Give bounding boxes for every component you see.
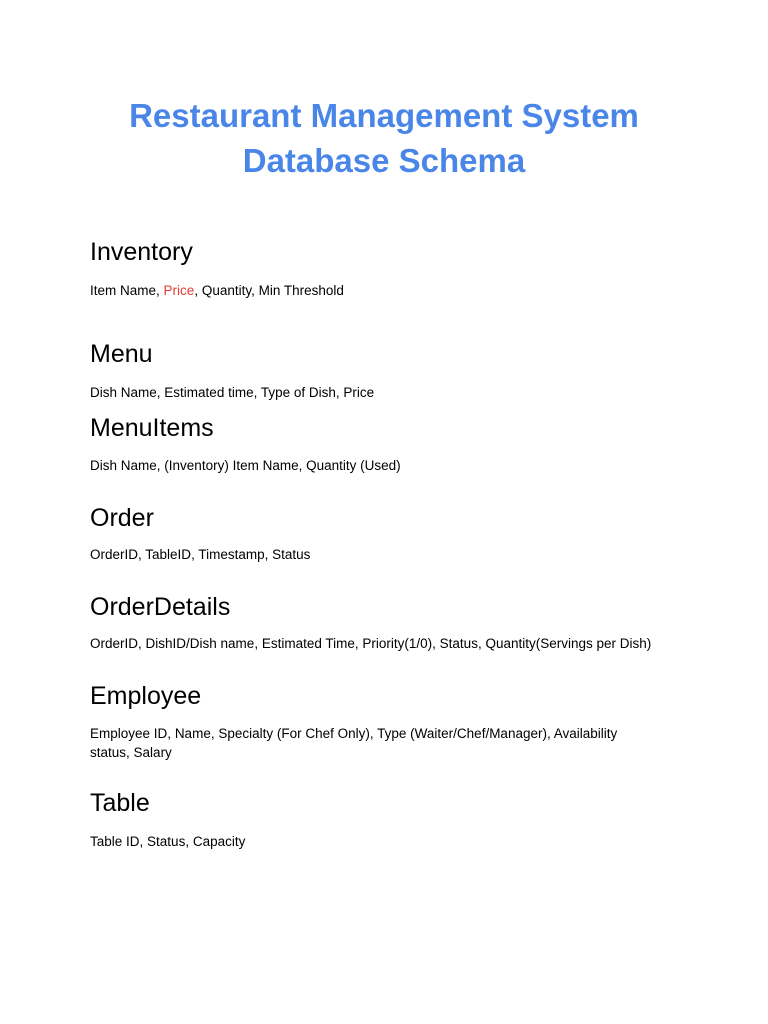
field: Employee ID <box>90 726 168 741</box>
field: Type of Dish <box>260 385 336 400</box>
field: Price <box>343 385 375 400</box>
field: Status <box>272 547 311 562</box>
field: Min Threshold <box>258 283 344 298</box>
field: Quantity(Servings per Dish) <box>485 636 652 651</box>
field: Dish Name <box>90 385 157 400</box>
field: Dish Name <box>90 458 157 473</box>
section-heading-menu: Menu <box>90 340 153 368</box>
field: (Inventory) Item Name <box>164 458 299 473</box>
document-title <box>0 93 768 183</box>
field: OrderID <box>90 636 139 651</box>
field: Name <box>174 726 211 741</box>
field: Quantity (Used) <box>306 458 401 473</box>
field: Type (Waiter/Chef/Manager) <box>377 726 547 741</box>
field: Capacity <box>192 834 246 849</box>
field-highlighted: Price <box>163 283 195 298</box>
field: OrderID <box>90 547 139 562</box>
section-fields-orderdetails: OrderID, DishID/Dish name, Estimated Time, Priority(1/0), Status, Quantity(Servings per Dish) <box>90 636 652 651</box>
section-fields-inventory: Item Name, Price, Quantity, Min Threshold <box>90 283 344 298</box>
field: Item Name <box>90 283 157 298</box>
document-title-line-1: Restaurant Management System <box>129 97 639 134</box>
section-fields-menuitems: Dish Name, (Inventory) Item Name, Quantity (Used) <box>90 458 401 473</box>
field: Timestamp <box>198 547 265 562</box>
section-heading-menuitems: MenuItems <box>90 414 214 442</box>
field: Table ID <box>90 834 140 849</box>
field: Specialty (For Chef Only) <box>218 726 370 741</box>
section-heading-order: Order <box>90 504 154 532</box>
section-heading-table: Table <box>90 789 150 817</box>
section-fields-menu: Dish Name, Estimated time, Type of Dish, Price <box>90 385 375 400</box>
section-heading-inventory: Inventory <box>90 238 193 266</box>
section-fields-table: Table ID, Status, Capacity <box>90 834 246 849</box>
section-heading-orderdetails: OrderDetails <box>90 593 231 621</box>
field: Priority(1/0) <box>362 636 433 651</box>
field: Salary <box>133 745 172 760</box>
section-heading-employee: Employee <box>90 682 202 710</box>
document-title-line-2: Database Schema <box>242 142 526 179</box>
section-fields-order: OrderID, TableID, Timestamp, Status <box>90 547 311 562</box>
field: Estimated time <box>164 385 254 400</box>
field: Availability status <box>90 726 618 760</box>
section-fields-employee: Employee ID, Name, Specialty (For Chef Only), Type (Waiter/Chef/Manager), Availability status, Salary <box>90 726 618 760</box>
field: TableID <box>145 547 192 562</box>
field: Quantity <box>201 283 252 298</box>
field: Estimated Time <box>261 636 355 651</box>
field: DishID/Dish name <box>145 636 255 651</box>
field: Status <box>439 636 478 651</box>
field: Status <box>147 834 186 849</box>
